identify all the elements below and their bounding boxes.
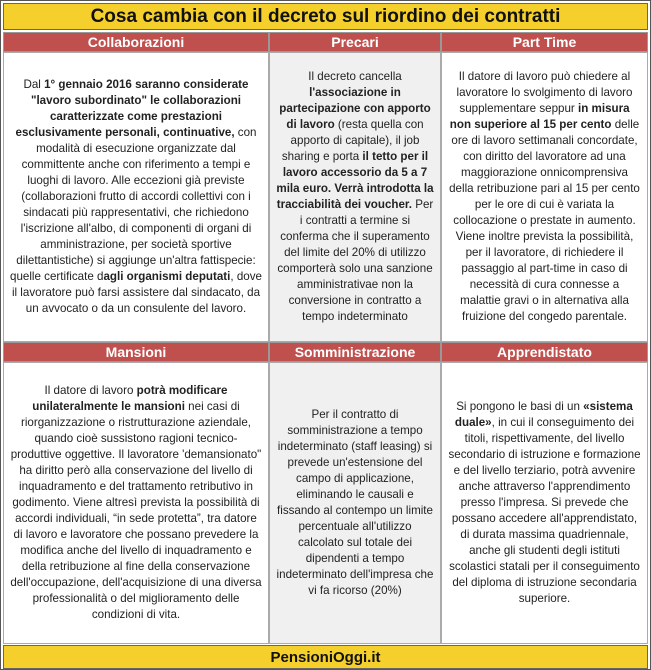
cell-collaborazioni <box>3 52 269 342</box>
text-segment: , in cui il conseguimento dei titoli, rispettivamente, del livello secondario di istruzione e formazione e del livello terziario, potrà avvenire anche attraverso l'apprendimento presso l'impresa. Si prevede che possano accedere all'apprendistato, di durata massima quadriennale, anche gli studenti degli istituti scolastici statali per il conseguimento del diploma di istruzione secondaria superiore. <box>448 416 641 605</box>
cell-apprendistato <box>441 362 648 644</box>
bold-segment: 1° gennaio 2016 saranno considerate "lavoro subordinato" le collaborazioni caratterizzate come prestazioni esclusivamente personali, continuative, <box>15 78 249 139</box>
text-collaborazioni <box>10 77 262 317</box>
text-segment: (resta quella con apporto di capitale), il job sharing e porta <box>281 118 424 163</box>
text-segment: Il datore di lavoro può chiedere al lavoratore lo svolgimento di lavoro supplementare seppur <box>456 70 633 115</box>
text-segment: con modalità di esecuzione organizzate dal committente anche con riferimento a tempi e luoghi di lavoro. Alle eccezioni già previste (collaborazioni frutto di accordi collettivi con i sindacati più rappresentativi, che richiedono l'iscrizione all'albo, di componenti di organi di amministrazione, per società sportive dilettantistiche) si aggiunge un'altra fattispecie: quelle certificate d <box>10 126 257 283</box>
text-segment: nei casi di riorganizzazione o ristrutturazione aziendale, quando cioè sussistono ragioni tecnico-produttive oggettive. Il lavoratore 'demansionato" ha diritto però alla conservazione del livello di inquadramento e del trattamento retributivo in godimento. Viene altresì prevista la possibilità di accordi individuali, “in sede protetta”, tra datore di lavoro e lavoratore che possano prevedere la modifica anche del livello di inquadramento e della retribuzione al fine della conservazione dell'occupazione, dell'acquisizione di una diversa professionalità o del miglioramento delle condizioni di vita. <box>10 400 262 621</box>
text-segment: Dal <box>23 78 45 91</box>
bold-segment: potrà modificare unilateralmente le mansioni <box>32 384 228 413</box>
footer-source: PensioniOggi.it <box>3 645 648 669</box>
text-segment: Il datore di lavoro <box>44 384 137 397</box>
bold-segment: «sistema duale» <box>454 400 633 429</box>
cell-precari <box>269 52 441 342</box>
header-collaborazioni: Collaborazioni <box>3 32 269 52</box>
text-segment: Per i contratti a termine si conferma che il superamento del limite del 20% di utilizzo comporterà solo una sanzione amministrativae non la conversione in contratto a tempo indeterminato <box>277 198 434 323</box>
cell-somministrazione <box>269 362 441 644</box>
header-part-time: Part Time <box>441 32 648 52</box>
bold-segment: l'associazione in partecipazione con apporto di lavoro <box>279 86 431 131</box>
text-segment: Il decreto cancella <box>308 70 402 83</box>
text-precari <box>276 69 434 325</box>
bold-segment: agli organismi deputati <box>103 270 231 283</box>
cell-part-time <box>441 52 648 342</box>
cell-mansioni <box>3 362 269 644</box>
text-part-time <box>448 69 641 325</box>
header-precari: Precari <box>269 32 441 52</box>
header-mansioni: Mansioni <box>3 342 269 362</box>
bold-segment: il tetto per il lavoro accessorio da 5 a 7 mila euro. Verrà introdotta la tracciabilità dei voucher. <box>276 150 434 211</box>
text-segment: Si pongono le basi di un <box>456 400 584 413</box>
header-apprendistato: Apprendistato <box>441 342 648 362</box>
text-segment: delle ore di lavoro settimanali concordate, con diritto del lavoratore ad una maggiorazione onnicomprensiva della retribuzione pari al 15 per cento per le ore di cui è variata la collocazione o prestate in aumento. Viene inoltre prevista la possibilità, per il lavoratore, di richiedere il passaggio al part-time in caso di necessità di cura connesse a malattie gravi o in alternativa alla fruizione del congedo parentale. <box>449 118 640 323</box>
page-title: Cosa cambia con il decreto sul riordino dei contratti <box>3 3 648 30</box>
text-apprendistato <box>448 399 641 607</box>
header-somministrazione: Somministrazione <box>269 342 441 362</box>
text-segment: , dove il lavoratore può farsi assistere dal sindacato, da un avvocato o da un consulente del lavoro. <box>11 270 262 315</box>
text-segment: Per il contratto di somministrazione a tempo indeterminato (staff leasing) si prevede un'estensione del campo di applicazione, eliminando le causali e fissando al contempo un limite percentuale all'utilizzo calcolato sul totale dei dipendenti a tempo indeterminato dell'impresa che vi fa ricorso (20%) <box>276 408 434 597</box>
text-somministrazione <box>276 407 434 599</box>
text-mansioni <box>10 383 262 623</box>
bold-segment: in misura non superiore al 15 per cento <box>449 102 630 131</box>
